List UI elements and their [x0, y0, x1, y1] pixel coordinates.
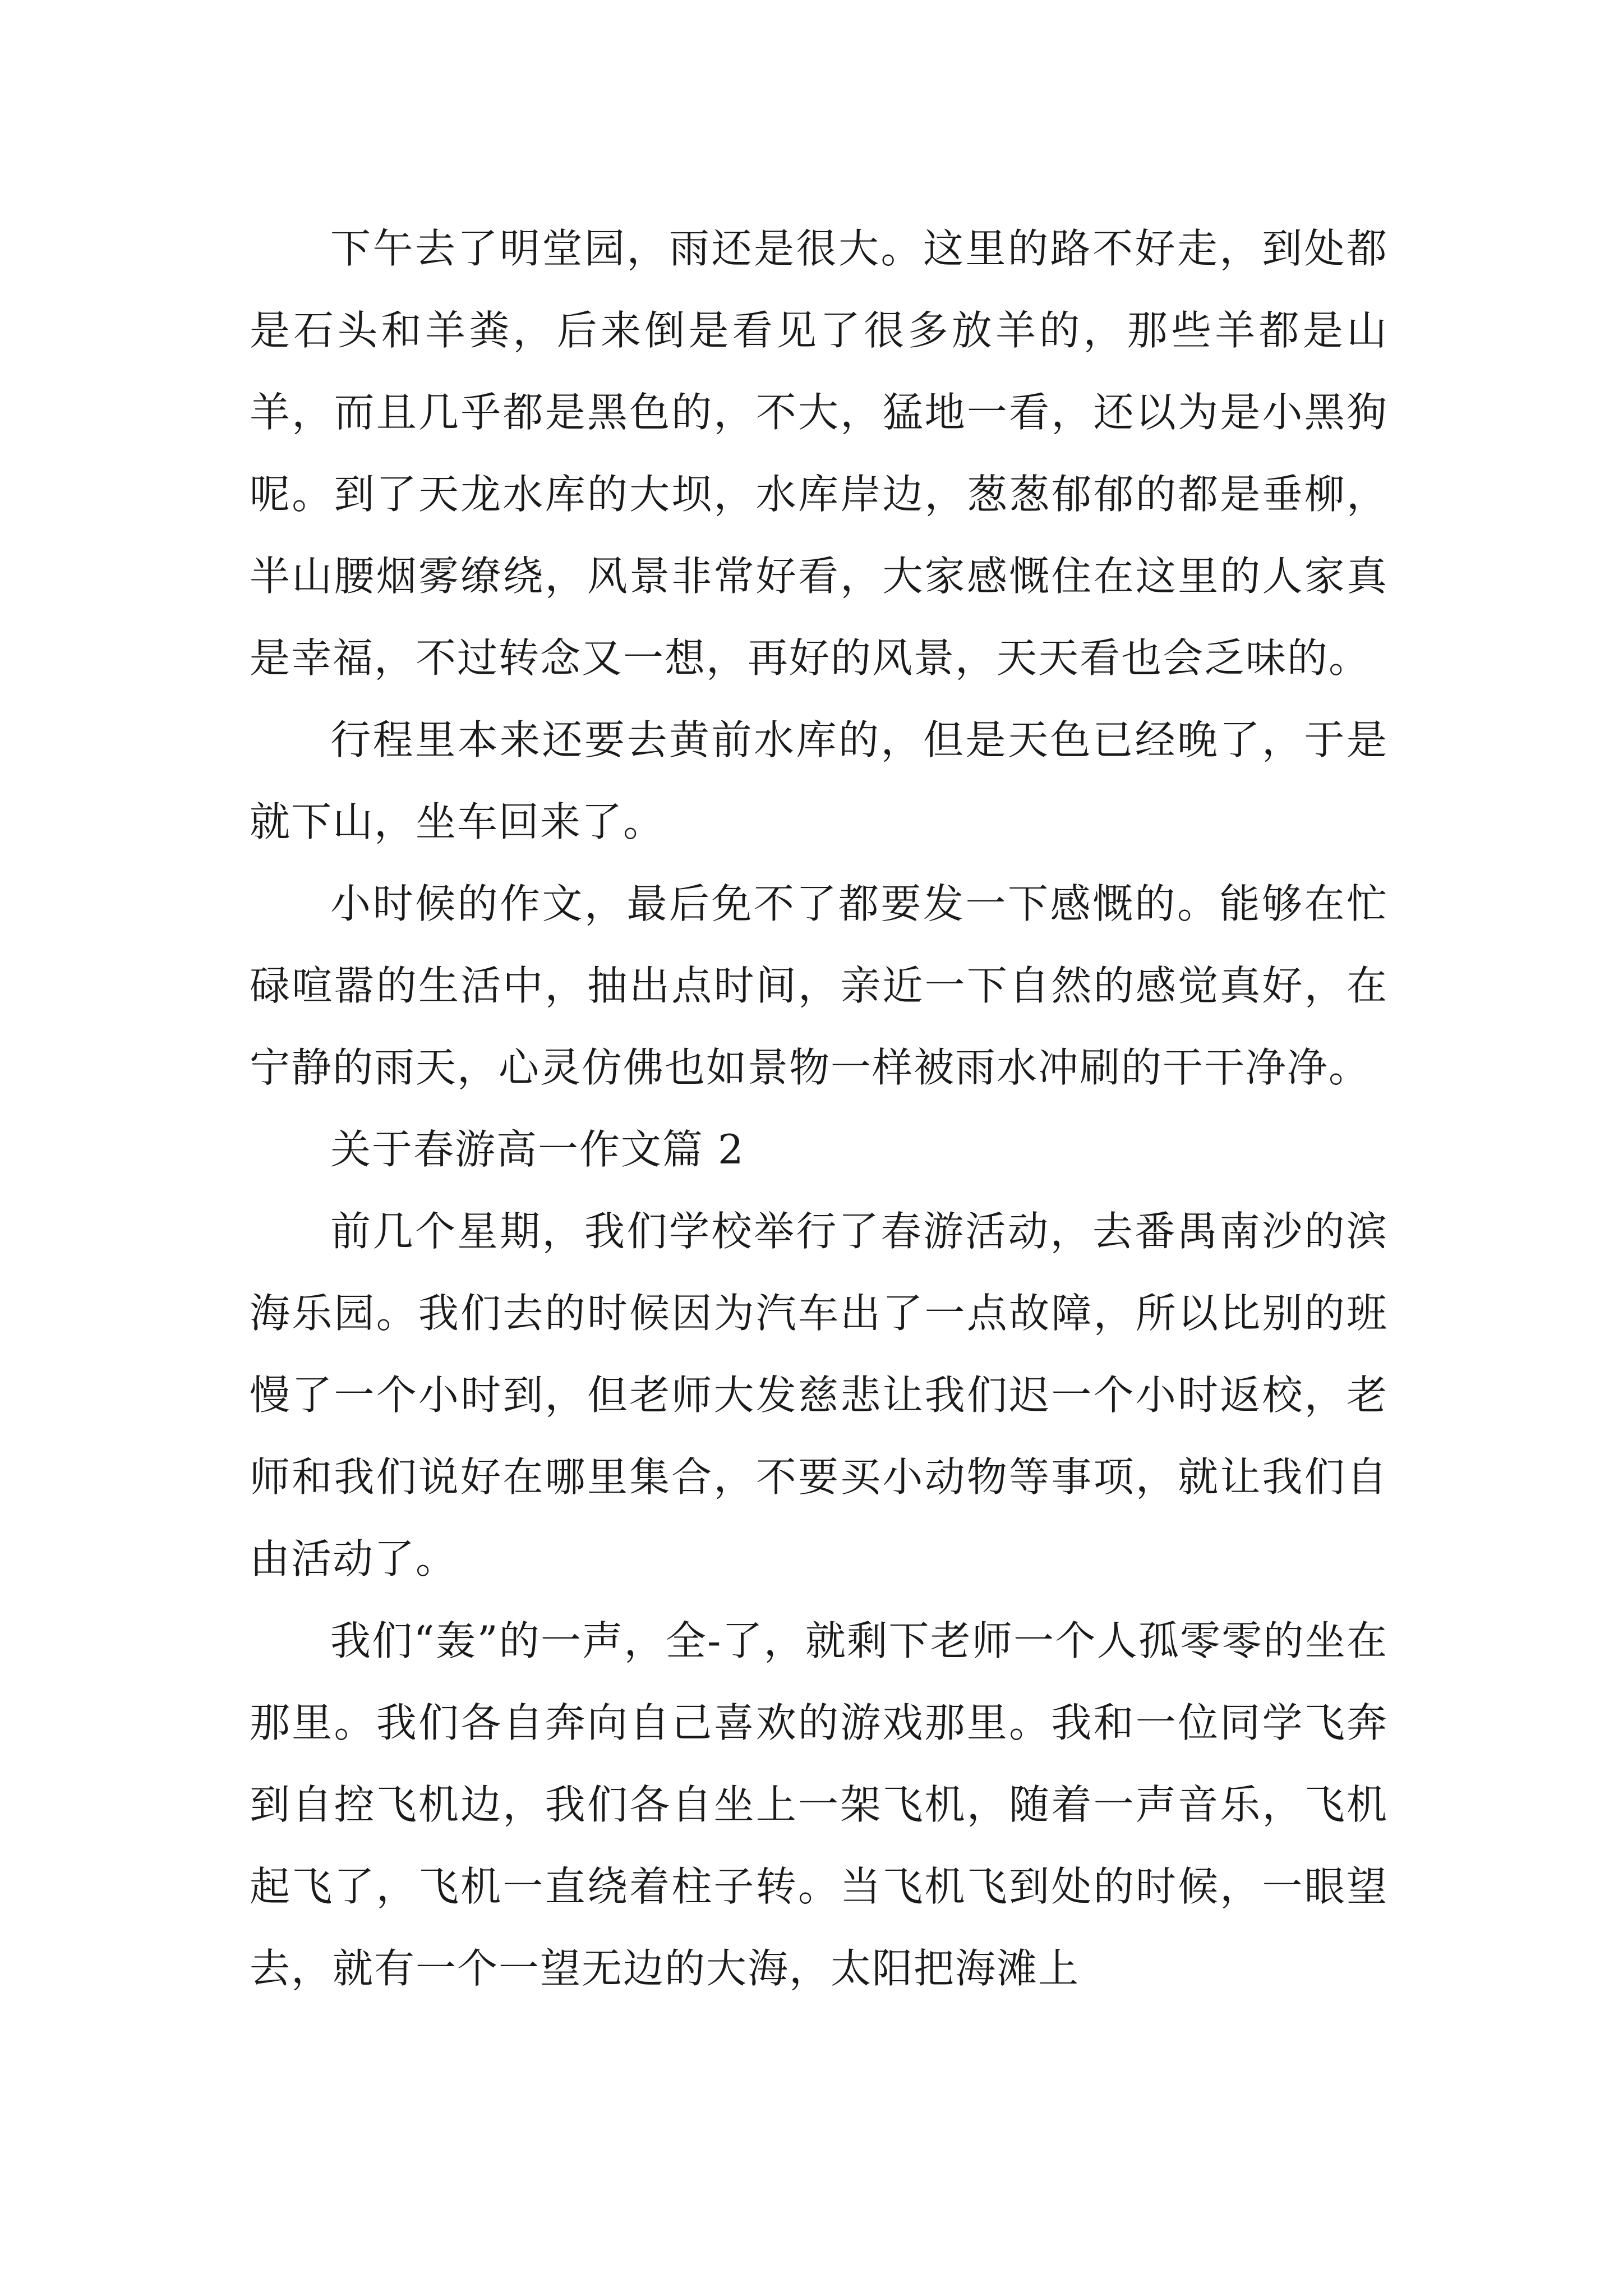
paragraph: 下午去了明堂园，雨还是很大。这里的路不好走，到处都是石头和羊粪，后来倒是看见了很多放羊的，那些羊都是山羊，而且几乎都是黑色的，不大，猛地一看，还以为是小黑狗呢。到了天龙水库的大坝，水库岸边，葱葱郁郁的都是垂柳，半山腰烟雾缭绕，风景非常好看，大家感慨住在这里的人家真是幸福，不过转念又一想，再好的风景，天天看也会乏味的。	[250, 225, 1388, 682]
paragraph: 小时候的作文，最后免不了都要发一下感慨的。能够在忙碌喧嚣的生活中，抽出点时间，亲近一下自然的感觉真好，在宁静的雨天，心灵仿佛也如景物一样被雨水冲刷的干干净净。	[250, 880, 1388, 1091]
paragraph: 行程里本来还要去黄前水库的，但是天色已经晚了，于是就下山，坐车回来了。	[250, 716, 1388, 845]
paragraph: 我们“轰”的一声，全-了，就剩下老师一个人孤零零的坐在那里。我们各自奔向自己喜欢的游戏那里。我和一位同学飞奔到自控飞机边，我们各自坐上一架飞机，随着一声音乐，飞机起飞了，飞机一直绕着柱子转。当飞机飞到处的时候，一眼望去，就有一个一望无边的大海，太阳把海滩上	[250, 1617, 1388, 1992]
document-body	[250, 208, 1388, 2009]
paragraph: 前几个星期，我们学校举行了春游活动，去番禺南沙的滨海乐园。我们去的时候因为汽车出了一点故障，所以比别的班慢了一个小时到，但老师大发慈悲让我们迟一个小时返校，老师和我们说好在哪里集合，不要买小动物等事项，就让我们自由活动了。	[250, 1208, 1388, 1582]
section-heading: 关于春游高一作文篇 2	[330, 1126, 745, 1173]
